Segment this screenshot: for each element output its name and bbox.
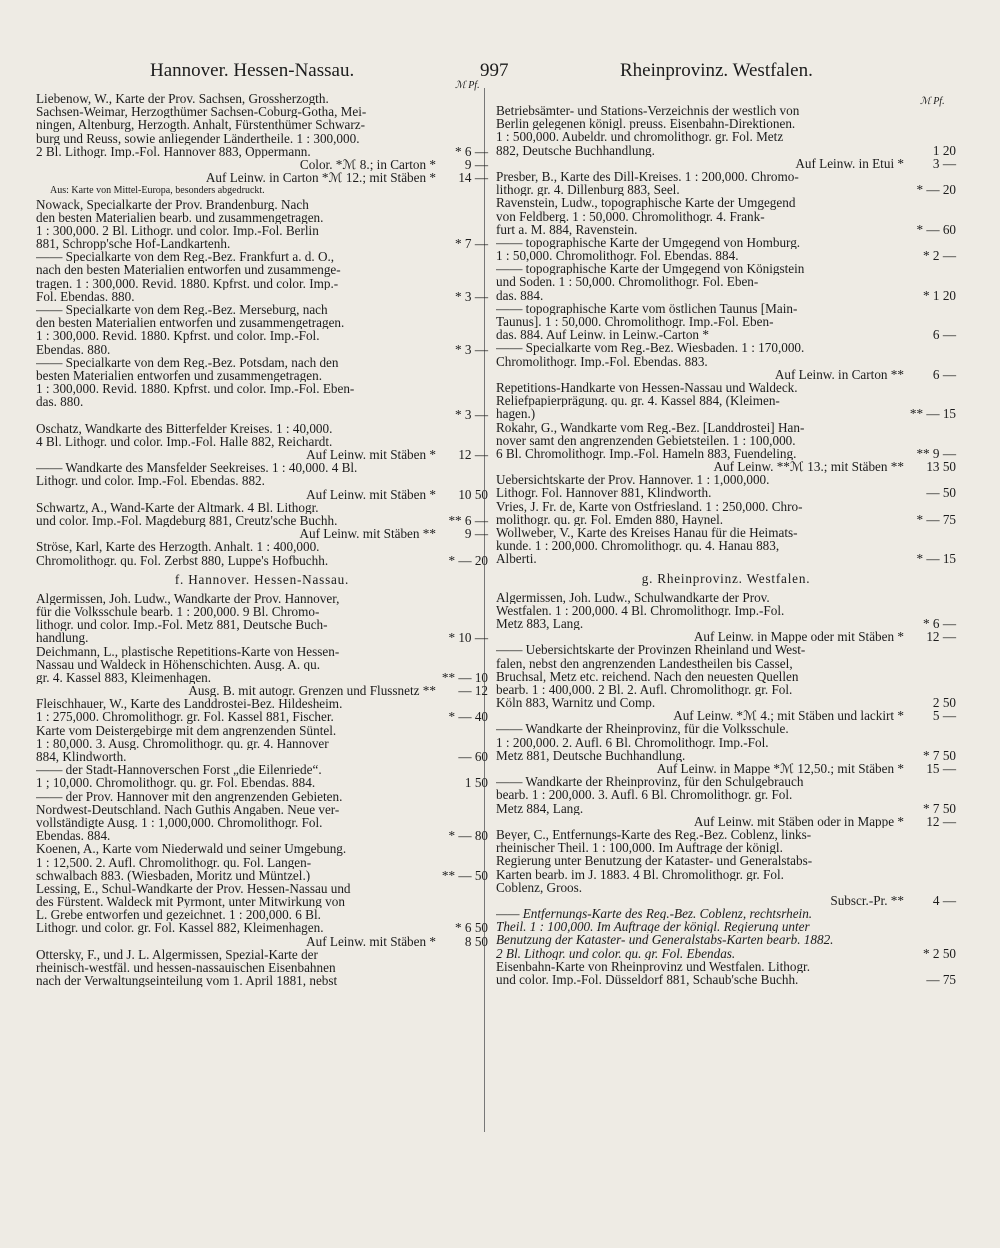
price: 5 — xyxy=(932,708,956,724)
catalog-entry xyxy=(496,157,956,170)
price: ** — 50 xyxy=(441,867,488,883)
catalog-entry xyxy=(36,422,488,448)
entry-line: das. 884. xyxy=(496,288,544,302)
entry-line: Auf Leinw. **ℳ 13.; mit Stäben ** xyxy=(713,460,904,474)
entry-line: —— Wandkarte des Mansfelder Seekreises. 1 : 40,000. 4 Bl. xyxy=(36,461,358,475)
entry-line: Nordwest-Deutschland. Nach Guthis Angaben. Neue ver- xyxy=(36,802,340,816)
entry-line: Ebendas. 880. xyxy=(36,342,111,356)
price: * 7 50 xyxy=(923,747,956,763)
entry-line: das. 884. Auf Leinw. in Leinw.-Carton * xyxy=(496,328,709,342)
catalog-entry xyxy=(36,645,488,685)
price: — 12 xyxy=(458,683,488,699)
price: 1 20 xyxy=(932,142,956,158)
entry-line: Color. *ℳ 8.; in Carton * xyxy=(299,157,436,172)
header-left-title: Hannover. Hessen-Nassau. xyxy=(150,60,355,81)
entry-line: Auf Leinw. in Mappe *ℳ 12,50.; mit Stäben * xyxy=(656,762,904,776)
price: * — 80 xyxy=(448,828,488,844)
price: * 2 — xyxy=(923,248,956,264)
price: 3 — xyxy=(932,155,956,171)
entry-line: 2 Bl. Lithogr. und color. qu. gr. Fol. Ebendas. xyxy=(496,946,736,960)
entry-line: Algermissen, Joh. Ludw., Wandkarte der Prov. Hannover, xyxy=(36,591,340,605)
entry-line: falen, nebst den angrenzenden Landestheilen bis Cassel, xyxy=(496,656,793,670)
entry-line: und color. Imp.-Fol. Düsseldorf 881, Schaub'sche Buchh. xyxy=(496,973,799,987)
catalog-entry xyxy=(496,894,956,907)
entry-line: Koenen, A., Karte vom Niederwald und seiner Umgebung. xyxy=(36,842,347,856)
entry-line: —— Specialkarte vom Reg.-Bez. Wiesbaden. 1 : 170,000. xyxy=(496,341,805,355)
entry-line: Aus: Karte von Mittel-Europa, besonders abgedruckt. xyxy=(50,185,265,197)
entry-line: —— Wandkarte der Rheinprovinz, für den Schulgebrauch xyxy=(496,775,804,789)
catalog-entry xyxy=(496,341,956,367)
entry-line: 4 Bl. Lithogr. und color. Imp.-Fol. Halle 882, Reichardt. xyxy=(36,434,333,449)
catalog-entry xyxy=(36,935,488,948)
catalog-entry xyxy=(496,828,956,894)
entry-line: —— Wandkarte der Rheinprovinz, für die Volksschule. xyxy=(496,722,789,736)
entry-line: 1 : 80,000. 3. Ausg. Chromolithogr. qu. gr. 4. Hannover xyxy=(36,736,329,750)
catalog-entry xyxy=(36,882,488,935)
entry-line: 1 : 300,000. 2 Bl. Lithogr. und color. Imp.-Fol. Berlin xyxy=(36,223,319,238)
entry-line: den besten Materialien entworfen und zusammengetragen. xyxy=(36,316,345,330)
catalog-entry xyxy=(36,592,488,645)
price: ** 6 — xyxy=(448,512,488,528)
price: — 60 xyxy=(458,748,488,764)
entry-line: Nassau und Waldeck in Höhenschichten. Ausg. A. qu. xyxy=(36,657,321,671)
price: * — 60 xyxy=(916,221,956,237)
entry-line: —— Specialkarte von dem Reg.-Bez. Potsdam, nach den xyxy=(36,355,339,369)
catalog-entry xyxy=(36,540,488,566)
catalog-entry xyxy=(496,262,956,302)
catalog-entry xyxy=(36,684,488,697)
entry-line: und Soden. 1 : 50,000. Chromolithogr. Fol. Eben- xyxy=(496,275,759,289)
price: * 6 50 xyxy=(455,920,488,936)
entry-line: Metz 881, Deutsche Buchhandlung. xyxy=(496,748,686,762)
entry-line: Ottersky, F., und J. L. Algermissen, Spezial-Karte der xyxy=(36,947,318,961)
entry-line: 881, Schropp'sche Hof-Landkartenh. xyxy=(36,237,231,251)
catalog-entry xyxy=(36,501,488,527)
catalog-entry xyxy=(496,196,956,236)
entry-line: Auf Leinw. mit Stäben ** xyxy=(299,527,436,541)
entry-line: Algermissen, Joh. Ludw., Schulwandkarte der Prov. xyxy=(496,590,770,604)
entry-line: Köln 883, Warnitz und Comp. xyxy=(496,696,656,710)
entry-line: Ebendas. 884. xyxy=(36,829,111,843)
entry-line: gr. 4. Kassel 883, Kleimenhagen. xyxy=(36,670,212,685)
entry-line: Ravenstein, Ludw., topographische Karte der Umgegend xyxy=(496,196,796,210)
entry-line: Liebenow, W., Karte der Prov. Sachsen, Grossherzogth. xyxy=(36,92,329,106)
entry-line: L. Grebe entworfen und gezeichnet. 1 : 200,000. 6 Bl. xyxy=(36,908,321,922)
catalog-entry xyxy=(496,643,956,709)
catalog-entry xyxy=(496,381,956,421)
entry-line: schwalbach 883. (Wiesbaden, Moritz und Müntzel.) xyxy=(36,868,311,882)
entry-line: Westfalen. 1 : 200,000. 4 Bl. Chromolithogr. Imp.-Fol. xyxy=(496,603,785,617)
entry-line: molithogr. qu. gr. Fol. Emden 880, Haynel. xyxy=(496,512,724,526)
price: 6 — xyxy=(932,366,956,382)
entry-line: 1 : 200,000. 2. Aufl. 6 Bl. Chromolithogr. Imp.-Fol. xyxy=(496,735,769,749)
page-number: 997 xyxy=(480,60,509,81)
catalog-entry xyxy=(36,198,488,251)
catalog-entry xyxy=(36,697,488,723)
currency-unit-left: ℳ Pf. xyxy=(455,80,480,91)
price: * 7 50 xyxy=(923,800,956,816)
price: * 6 — xyxy=(923,615,956,631)
catalog-entry xyxy=(36,527,488,540)
entry-line: des Fürstent. Waldeck mit Pyrmont, unter Mitwirkung von xyxy=(36,895,345,909)
price: 12 — xyxy=(926,629,956,645)
catalog-entry xyxy=(496,630,956,643)
entry-line: Metz 883, Lang. xyxy=(496,616,584,631)
right-column xyxy=(496,104,956,986)
entry-line: furt a. M. 884, Ravenstein. xyxy=(496,222,638,236)
entry-line: Auf Leinw. *ℳ 4.; mit Stäben und lackirt * xyxy=(673,709,904,723)
entry-line: nover samt den angrenzenden Gebietsteilen. 1 : 100,000. xyxy=(496,433,796,447)
entry-line: Karten bearb. im J. 1883. 4 Bl. Chromolithogr. gr. Fol. xyxy=(496,867,784,881)
entry-line: —— Entfernungs-Karte des Reg.-Bez. Coblenz, rechtsrhein. xyxy=(496,907,813,921)
price: 13 50 xyxy=(926,459,956,475)
catalog-entry xyxy=(36,948,488,988)
catalog-entry xyxy=(36,303,488,356)
catalog-entry xyxy=(36,461,488,487)
entry-line: —— der Stadt-Hannoverschen Forst „die Eilenriede“. xyxy=(36,763,322,777)
entry-line: bearb. 1 : 400,000. 2 Bl. 2. Aufl. Chromolithogr. gr. Fol. xyxy=(496,682,793,697)
price: 6 — xyxy=(932,327,956,343)
catalog-entry xyxy=(496,526,956,566)
entry-line: Lithogr. und color. gr. Fol. Kassel 882, Kleimenhagen. xyxy=(36,921,324,935)
section-heading: f. Hannover. Hessen-Nassau. xyxy=(174,571,350,587)
catalog-entry xyxy=(36,92,488,158)
catalog-entry xyxy=(496,709,956,722)
price: 4 — xyxy=(932,892,956,908)
price: 12 — xyxy=(926,813,956,829)
price: 15 — xyxy=(926,760,956,776)
catalog-entry xyxy=(496,960,956,986)
entry-line: Bruchsal, Metz etc. reichend. Nach den neuesten Quellen xyxy=(496,669,799,683)
entry-line: Metz 884, Lang. xyxy=(496,801,584,815)
price: * 1 20 xyxy=(923,287,956,303)
entry-line: Reliefpapierprägung. qu. gr. 4. Kassel 884, (Kleimen- xyxy=(496,394,780,408)
entry-line: Chromolithogr. qu. Fol. Zerbst 880, Luppe's Hofbuchh. xyxy=(36,553,329,567)
entry-line: Taunus]. 1 : 50,000. Chromolithogr. Imp.-Fol. Eben- xyxy=(496,315,774,329)
entry-line: Deichmann, L., plastische Repetitions-Karte von Hessen- xyxy=(36,644,340,658)
entry-line: Fol. Ebendas. 880. xyxy=(36,289,135,303)
price: * — 20 xyxy=(448,552,488,568)
entry-line: Betriebsämter- und Stations-Verzeichnis der westlich von xyxy=(496,104,800,118)
catalog-entry xyxy=(496,170,956,196)
entry-line: nach den besten Materialien entworfen und zusammenge- xyxy=(36,263,341,277)
entry-line: Repetitions-Handkarte von Hessen-Nassau und Waldeck. xyxy=(496,380,798,395)
entry-line: 884, Klindworth. xyxy=(36,750,127,764)
entry-line: Auf Leinw. in Carton *ℳ 12.; mit Stäben * xyxy=(205,171,436,185)
catalog-entry xyxy=(496,421,956,461)
catalog-entry xyxy=(36,356,488,422)
catalog-entry xyxy=(496,302,956,342)
entry-line: Beyer, C., Entfernungs-Karte des Reg.-Bez. Coblenz, links- xyxy=(496,827,812,842)
entry-line: Presber, B., Karte des Dill-Kreises. 1 : 200,000. Chromo- xyxy=(496,169,799,184)
price: * 3 — xyxy=(455,407,488,423)
page-header xyxy=(0,60,1000,90)
entry-line: 1 : 300,000. Revid. 1880. Kpfrst. und color. Imp.-Fol. xyxy=(36,329,320,343)
entry-line: Sachsen-Weimar, Herzogthümer Sachsen-Coburg-Gotha, Mei- xyxy=(36,105,367,119)
catalog-entry xyxy=(496,104,956,157)
price: * 3 — xyxy=(455,288,488,304)
entry-line: für die Volksschule bearb. 1 : 200,000. 9 Bl. Chromo- xyxy=(36,604,320,619)
currency-unit-right: ℳ Pf. xyxy=(920,96,945,107)
entry-line: —— der Prov. Hannover mit den angrenzenden Gebieten. xyxy=(36,789,343,803)
entry-line: Coblenz, Groos. xyxy=(496,880,583,894)
entry-line: Wollweber, V., Karte des Kreises Hanau für die Heimats- xyxy=(496,526,798,540)
entry-line: 1 : 500,000. Aubeldr. und chromolithogr. gr. Fol. Metz xyxy=(496,130,784,144)
entry-line: 882, Deutsche Buchhandlung. xyxy=(496,143,655,157)
price: 8 50 xyxy=(464,933,488,949)
entry-line: kunde. 1 : 200,000. Chromolithogr. qu. 4. Hanau 883, xyxy=(496,539,780,553)
entry-line: Ströse, Karl, Karte des Herzogth. Anhalt. 1 : 400,000. xyxy=(36,540,320,554)
catalog-entry xyxy=(36,184,488,197)
catalog-entry xyxy=(36,171,488,184)
entry-line: und color. Imp.-Fol. Magdeburg 881, Creutz'sche Buchh. xyxy=(36,514,338,528)
entry-line: —— topographische Karte vom östlichen Taunus [Main- xyxy=(496,301,798,315)
price: ** 9 — xyxy=(916,445,956,461)
catalog-entry xyxy=(36,488,488,501)
entry-line: Lessing, E., Schul-Wandkarte der Prov. Hessen-Nassau und xyxy=(36,881,351,896)
price: ** — 15 xyxy=(909,406,956,422)
price: 12 — xyxy=(458,447,488,463)
entry-line: Subscr.-Pr. ** xyxy=(830,893,904,908)
entry-line xyxy=(36,409,488,422)
price: * — 40 xyxy=(448,709,488,725)
entry-line: tragen. 1 : 300,000. Revid. 1880. Kpfrst. und color. Imp.- xyxy=(36,276,339,290)
catalog-entry xyxy=(36,250,488,303)
price: 1 50 xyxy=(464,775,488,791)
catalog-entry xyxy=(496,473,956,499)
catalog-entry xyxy=(496,907,956,960)
entry-line: von Feldberg. 1 : 50,000. Chromolithogr. 4. Frank- xyxy=(496,209,765,223)
catalog-entry xyxy=(496,591,956,631)
entry-line: 1 : 50,000. Chromolithogr. Fol. Ebendas. 884. xyxy=(496,249,739,263)
price: * — 75 xyxy=(916,511,956,527)
entry-line: Schwartz, A., Wand-Karte der Altmark. 4 Bl. Lithogr. xyxy=(36,500,319,514)
entry-line: —— topographische Karte der Umgegend von Königstein xyxy=(496,262,805,276)
entry-line: Oschatz, Wandkarte des Bitterfelder Kreises. 1 : 40,000. xyxy=(36,421,333,435)
entry-line: Uebersichtskarte der Prov. Hannover. 1 : 1,000,000. xyxy=(496,473,770,487)
entry-line: Auf Leinw. mit Stäben * xyxy=(306,448,436,462)
price: * — 15 xyxy=(916,551,956,567)
price: — 50 xyxy=(926,485,956,501)
catalog-entry xyxy=(36,842,488,882)
entry-line: hagen.) xyxy=(496,407,536,421)
entry-line: Auf Leinw. mit Stäben * xyxy=(306,487,436,501)
entry-line: —— Uebersichtskarte der Provinzen Rheinland und West- xyxy=(496,643,806,657)
catalog-entry xyxy=(36,448,488,461)
catalog-entry xyxy=(496,815,956,828)
entry-line: Berlin gelegenen königl. preuss. Eisenbahn-Direktionen. xyxy=(496,117,796,131)
entry-line: Nowack, Specialkarte der Prov. Brandenburg. Nach xyxy=(36,197,309,211)
entry-line: Benutzung der Kataster- und Generalstabs-Karten bearb. 1882. xyxy=(496,933,834,947)
entry-line: Auf Leinw. in Mappe oder mit Stäben * xyxy=(693,630,904,644)
price: * 10 — xyxy=(448,630,488,646)
price: * 3 — xyxy=(455,341,488,357)
catalog-entry xyxy=(496,368,956,381)
price: * — 20 xyxy=(916,182,956,198)
entry-line: handlung. xyxy=(36,631,89,645)
price: 2 50 xyxy=(932,695,956,711)
entry-line: das. 880. xyxy=(36,395,84,409)
entry-line: Ausg. B. mit autogr. Grenzen und Flussnetz ** xyxy=(188,684,436,698)
entry-line: rheinisch-westfäl. und hessen-nassauischen Eisenbahnen xyxy=(36,961,336,975)
entry-line: bearb. 1 : 200,000. 3. Aufl. 6 Bl. Chromolithogr. gr. Fol. xyxy=(496,788,793,802)
entry-line: Auf Leinw. mit Stäben * xyxy=(306,934,436,948)
entry-line: lithogr. gr. 4. Dillenburg 883, Seel. xyxy=(496,183,680,197)
catalog-entry xyxy=(496,762,956,775)
entry-line: —— Specialkarte von dem Reg.-Bez. Frankfurt a. d. O., xyxy=(36,250,335,264)
catalog-entry xyxy=(496,460,956,473)
entry-line: Regierung unter Benutzung der Kataster- und Generalstabs- xyxy=(496,854,813,868)
catalog-entry xyxy=(36,763,488,789)
entry-line: 6 Bl. Chromolithogr. Imp.-Fol. Hameln 883, Fuendeling. xyxy=(496,446,797,461)
entry-line: Vries, J. Fr. de, Karte von Ostfriesland. 1 : 250,000. Chro- xyxy=(496,499,803,513)
price: * 2 50 xyxy=(923,945,956,961)
entry-line: besten Materialien entworfen und zusammengetragen. xyxy=(36,368,322,383)
price: — 75 xyxy=(926,971,956,987)
price: 9 — xyxy=(464,156,488,172)
entry-line: —— Specialkarte von dem Reg.-Bez. Merseburg, nach xyxy=(36,303,328,317)
catalog-entry xyxy=(496,722,956,762)
catalog-entry xyxy=(496,500,956,526)
entry-line: vollständigte Ausg. 1 : 1,000,000. Chromolithogr. Fol. xyxy=(36,815,323,830)
entry-line: Eisenbahn-Karte von Rheinprovinz und Westfalen. Lithogr. xyxy=(496,959,811,973)
catalog-entry xyxy=(496,236,956,262)
entry-line: burg und Reuss, sowie anliegender Ländertheile. 1 : 300,000. xyxy=(36,131,360,145)
entry-line: 1 : 275,000. Chromolithogr. gr. Fol. Kassel 881, Fischer. xyxy=(36,710,334,724)
entry-line: Auf Leinw. in Carton ** xyxy=(774,367,904,381)
entry-line: 1 ; 10,000. Chromolithogr. qu. gr. Fol. Ebendas. 884. xyxy=(36,776,316,790)
entry-line: lithogr. und color. Imp.-Fol. Metz 881, Deutsche Buch- xyxy=(36,618,328,632)
header-right-title: Rheinprovinz. Westfalen. xyxy=(620,60,813,81)
price: * 6 — xyxy=(455,143,488,159)
catalog-entry xyxy=(36,790,488,843)
entry-line: ningen, Altenburg, Herzogth. Anhalt, Fürstenthümer Schwarz- xyxy=(36,118,366,132)
entry-line: rheinischer Theil. 1 : 100,000. Im Auftrage der königl. xyxy=(496,841,783,855)
entry-line: 2 Bl. Lithogr. Imp.-Fol. Hannover 883, Oppermann. xyxy=(36,144,311,158)
price: 10 50 xyxy=(458,486,488,502)
entry-line: 1 : 300,000. Revid. 1880. Kpfrst. und color. Imp.-Fol. Eben- xyxy=(36,382,355,396)
entry-line: Lithogr. und color. Imp.-Fol. Ebendas. 882. xyxy=(36,474,265,488)
entry-line: Alberti. xyxy=(496,552,537,566)
entry-line: Chromolithogr. Imp.-Fol. Ebendas. 883. xyxy=(496,354,708,368)
entry-line: Fleischhauer, W., Karte des Landdrostei-Bez. Hildesheim. xyxy=(36,697,343,711)
entry-line: —— topographische Karte der Umgegend von Homburg. xyxy=(496,235,801,250)
entry-line: Lithogr. Fol. Hannover 881, Klindworth. xyxy=(496,486,712,500)
entry-line: Auf Leinw. in Etui * xyxy=(795,156,904,170)
section-heading: g. Rheinprovinz. Westfalen. xyxy=(641,570,811,586)
entry-line: Theil. 1 : 100,000. Im Auftrage der königl. Regierung unter xyxy=(496,920,810,934)
price: 9 — xyxy=(464,526,488,542)
entry-line: nach der Verwaltungseinteilung vom 1. April 1881, nebst xyxy=(36,974,338,988)
price: 14 — xyxy=(458,170,488,186)
price: * 7 — xyxy=(455,236,488,252)
catalog-entry xyxy=(496,775,956,815)
catalog-entry xyxy=(36,724,488,764)
entry-line: 1 : 12,500. 2. Aufl. Chromolithogr. qu. Fol. Langen- xyxy=(36,855,312,869)
price: ** — 10 xyxy=(441,669,488,685)
catalog-entry xyxy=(36,158,488,171)
entry-line: den besten Materialien bearb. und zusammengetragen. xyxy=(36,210,324,224)
entry-line: Karte vom Deistergebirge mit dem angrenzenden Süntel. xyxy=(36,723,337,737)
left-column xyxy=(36,92,488,987)
entry-line: Auf Leinw. mit Stäben oder in Mappe * xyxy=(693,814,904,828)
entry-line: Rokahr, G., Wandkarte vom Reg.-Bez. [Landdrostei] Han- xyxy=(496,420,805,434)
